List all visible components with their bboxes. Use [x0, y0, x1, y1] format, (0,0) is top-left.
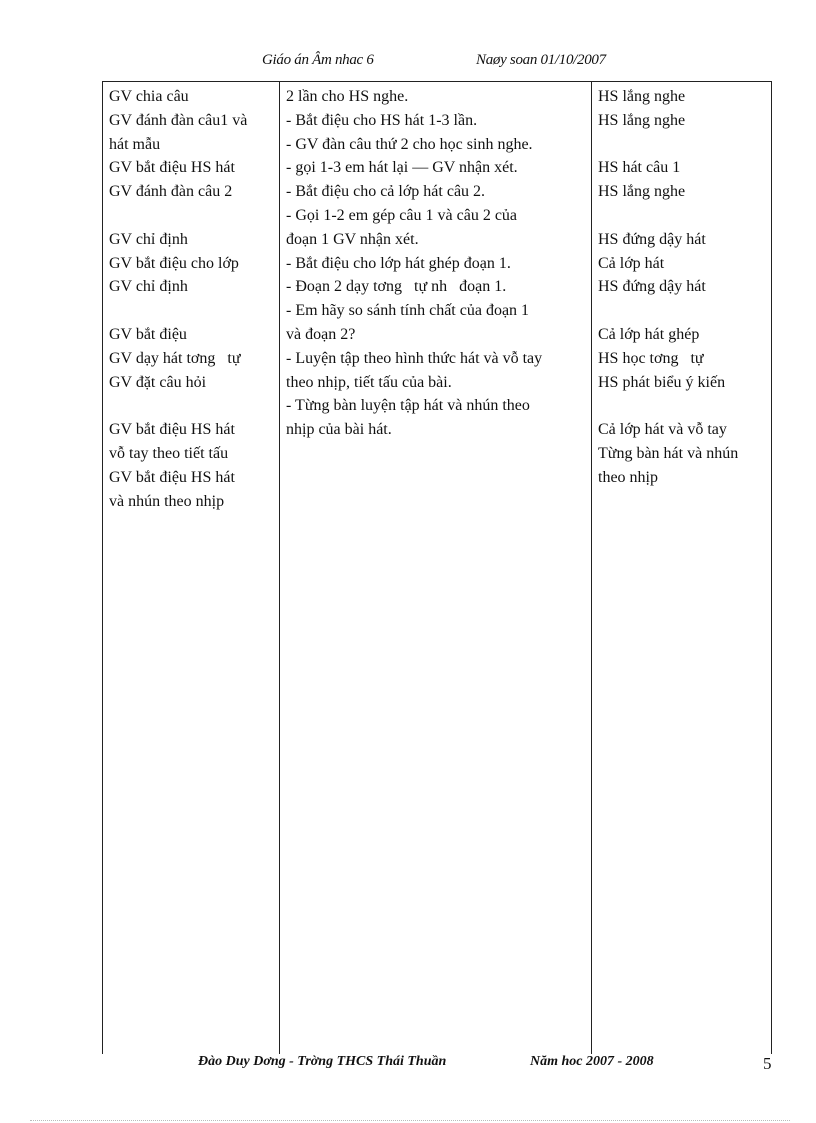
col1-line: và nhún theo nhịp	[109, 492, 225, 510]
header-subject: Giáo án Âm nhac 6	[262, 52, 374, 68]
page-header	[0, 52, 816, 74]
col2-line: theo nhịp, tiết tấu của bài.	[286, 373, 452, 391]
column-divider-1	[279, 81, 280, 1054]
col3-line: Cả lớp hát	[598, 254, 665, 272]
col1-line: GV dạy hát tơng tự	[109, 349, 241, 367]
header-date: Naøy soan 01/10/2007	[476, 52, 606, 68]
col3-line	[598, 133, 768, 157]
footer-author: Đào Duy Dơng - Trờng THCS Thái Thuần	[198, 1054, 447, 1069]
col2-line: - GV đàn câu thứ 2 cho học sinh nghe.	[286, 135, 533, 153]
footer-school-year: Năm hoc 2007 - 2008	[530, 1054, 654, 1069]
col3-line: Cả lớp hát và vỗ tay	[598, 421, 727, 439]
col1-line: hát mẫu	[109, 135, 161, 153]
col1-line: GV đặt câu hỏi	[109, 373, 207, 391]
col1-line: GV chỉ định	[109, 230, 188, 248]
col3-line: HS đứng dậy hát	[598, 278, 706, 296]
col2-line: nhịp của bài hát.	[286, 421, 392, 439]
col3-line: HS hát câu 1	[598, 159, 681, 177]
col2-line: - Bắt điệu cho lớp hát ghép đoạn 1.	[286, 254, 511, 272]
table-top-border	[102, 81, 772, 82]
col1-line	[109, 394, 279, 418]
col2-line: và đoạn 2?	[286, 325, 356, 343]
col2-line: - Em hãy so sánh tính chất của đoạn 1	[286, 302, 530, 320]
col3-line: HS lắng nghe	[598, 111, 686, 129]
col3-line: Từng bàn hát và nhún	[598, 444, 739, 462]
col1-line: GV bắt điệu HS hát	[109, 421, 235, 439]
col2-line: - Bắt điệu cho HS hát 1-3 lần.	[286, 111, 478, 129]
col3-line: HS lắng nghe	[598, 88, 686, 105]
col3-line	[598, 204, 768, 228]
col2-line: - Từng bàn luyện tập hát và nhún theo	[286, 397, 530, 415]
col1-line: GV bắt điệu cho lớp	[109, 254, 239, 272]
column-divider-2	[591, 81, 592, 1054]
col1-line: GV bắt điệu HS hát	[109, 468, 235, 486]
col3-line: HS đứng dậy hát	[598, 230, 706, 248]
col3-line: HS học tơng tự	[598, 349, 704, 367]
col1-line	[109, 299, 279, 323]
col2-line: - gọi 1-3 em hát lại — GV nhận xét.	[286, 159, 518, 177]
col1-line: GV chia câu	[109, 88, 189, 105]
col1-line: GV bắt điệu	[109, 325, 187, 343]
col3-line: Cả lớp hát ghép	[598, 325, 700, 343]
col2-line: - Luyện tập theo hình thức hát và vỗ tay	[286, 349, 543, 367]
table-right-border	[771, 81, 772, 1054]
col2-line: 2 lần cho HS nghe.	[286, 88, 409, 105]
bottom-dotted-rule	[30, 1120, 790, 1121]
table-left-border	[102, 81, 103, 1054]
col2-line: - Bắt điệu cho cả lớp hát câu 2.	[286, 183, 486, 201]
col3-line	[598, 299, 768, 323]
col1-line: GV chỉ định	[109, 278, 188, 296]
col1-line	[109, 204, 279, 228]
lesson-table	[102, 81, 772, 1054]
col1-line: vỗ tay theo tiết tấu	[109, 444, 229, 462]
col2-line: - Đoạn 2 dạy tơng tự nh đoạn 1.	[286, 278, 507, 296]
teacher-activity-column	[109, 85, 279, 513]
student-activity-column	[598, 85, 768, 490]
col3-line: HS phát biểu ý kiến	[598, 373, 726, 391]
content-column	[286, 85, 591, 442]
col1-line: GV đánh đàn câu 2	[109, 183, 233, 201]
page-number: 5	[763, 1054, 772, 1073]
col1-line: GV bắt điệu HS hát	[109, 159, 235, 177]
col3-line	[598, 394, 768, 418]
col1-line: GV đánh đàn câu1 và	[109, 111, 248, 129]
page-footer	[0, 1054, 816, 1082]
col3-line: theo nhịp	[598, 468, 658, 486]
col2-line: đoạn 1 GV nhận xét.	[286, 230, 419, 248]
col3-line: HS lắng nghe	[598, 183, 686, 201]
col2-line: - Gọi 1-2 em gép câu 1 và câu 2 của	[286, 206, 518, 224]
